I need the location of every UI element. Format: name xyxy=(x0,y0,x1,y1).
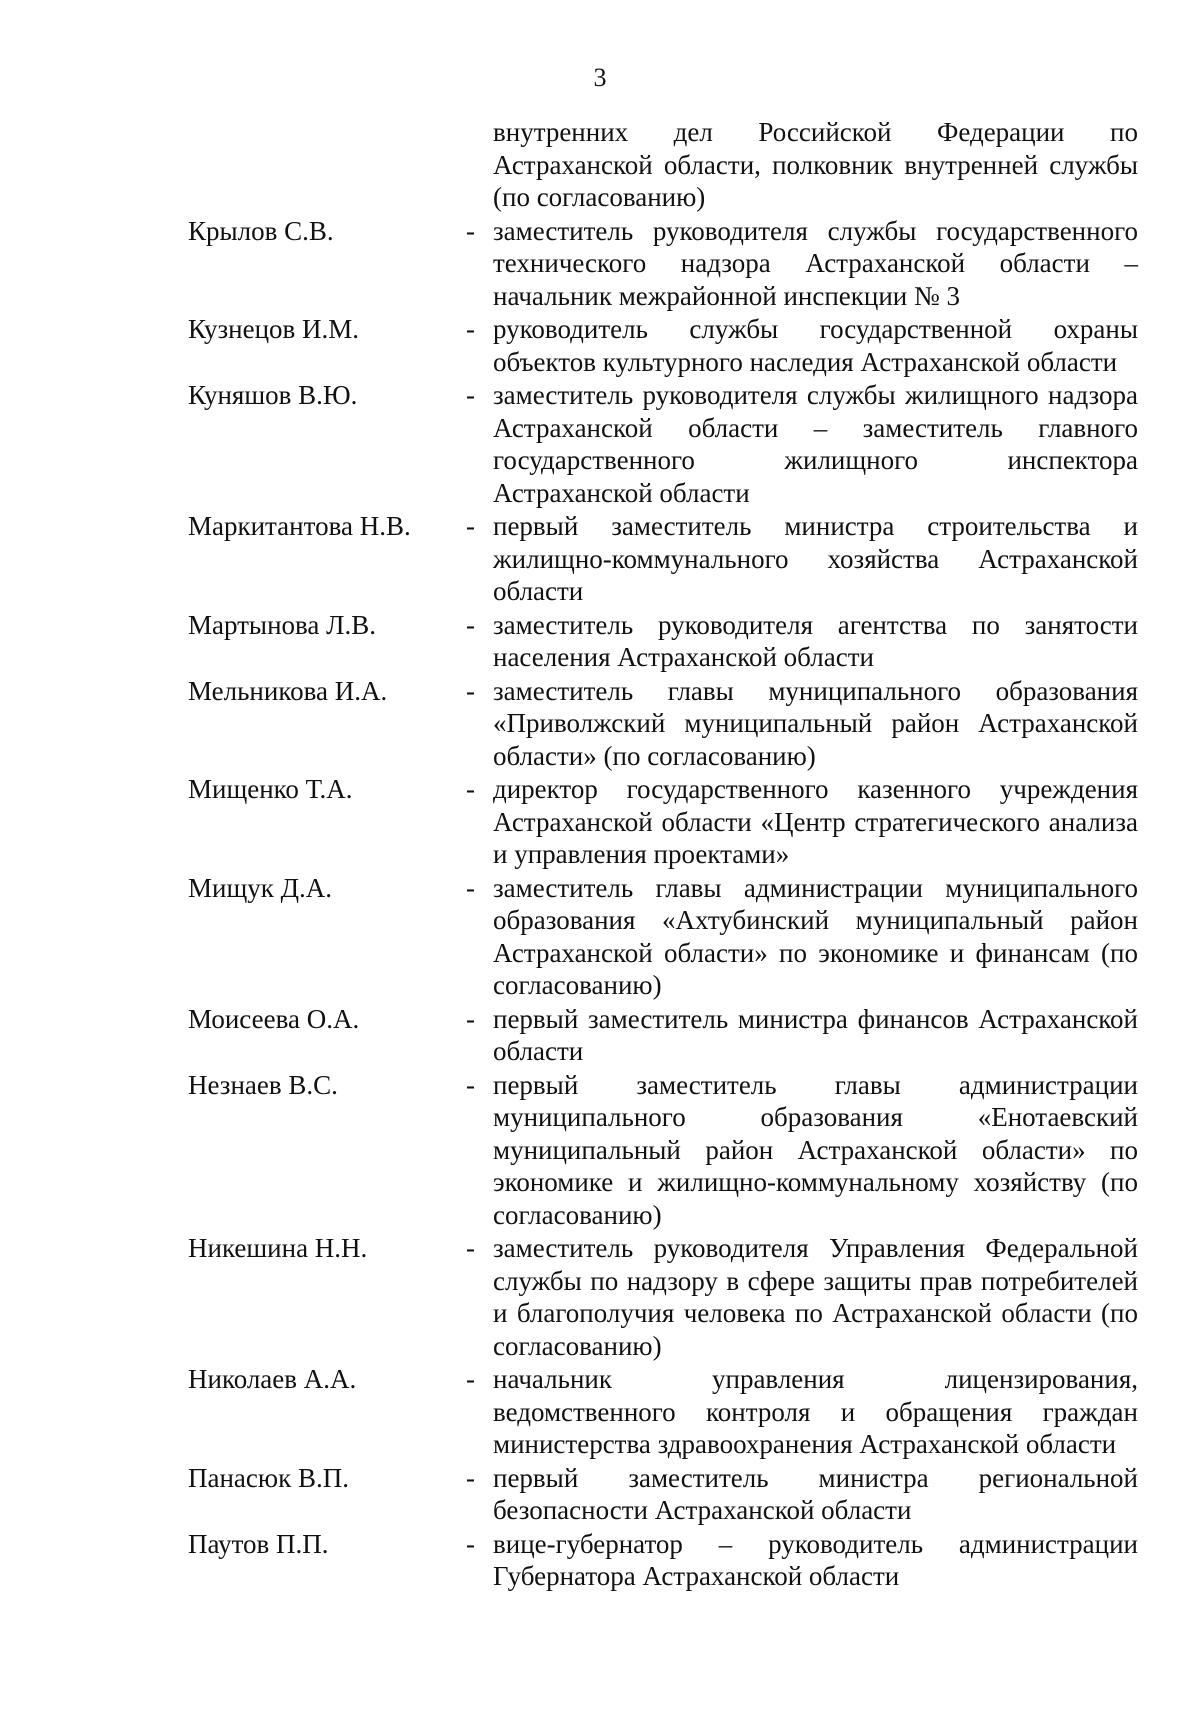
member-name: Мартынова Л.В. xyxy=(188,609,376,640)
member-position: заместитель главы администрации муниципального образования «Ахтубинский муниципальный район Астраханской области» по экономике и финансам (по согласованию) xyxy=(493,872,1138,1000)
list-item xyxy=(188,872,1138,1002)
member-position: заместитель руководителя Управления Федеральной службы по надзору в сфере защиты прав потребителей и благополучия человека по Астраханской области (по согласованию) xyxy=(493,1233,1138,1361)
member-position: вице-губернатор – руководитель администрации Губернатора Астраханской области xyxy=(493,1528,1138,1591)
list-item xyxy=(188,1462,1138,1527)
dash-separator: - xyxy=(466,675,475,706)
dash-separator: - xyxy=(466,380,475,410)
member-name: Никешина Н.Н. xyxy=(188,1233,368,1263)
member-position: руководитель службы государственной охраны объектов культурного наследия Астраханской области xyxy=(493,314,1138,377)
dash-separator: - xyxy=(466,1462,475,1493)
list-item xyxy=(188,609,1138,674)
dash-separator: - xyxy=(466,1364,475,1394)
continued-description: внутренних дел Российской Федерации по Астраханской области, полковник внутренней службы (по согласованию) xyxy=(493,117,1138,212)
member-position: заместитель главы муниципального образования «Приволжский муниципальный район Астраханской области» (по согласованию) xyxy=(493,675,1138,771)
member-name: Паутов П.П. xyxy=(188,1528,329,1559)
member-name: Незнаев В.С. xyxy=(188,1069,338,1100)
member-position: заместитель руководителя агентства по занятости населения Астраханской области xyxy=(493,609,1138,672)
member-name: Моисеева О.А. xyxy=(188,1003,360,1034)
member-name: Крылов С.В. xyxy=(188,215,334,246)
list-item xyxy=(188,510,1138,608)
member-position: заместитель руководителя службы жилищного надзора Астраханской области – заместитель главного государственного жилищного инспектора Астраханской области xyxy=(493,380,1138,508)
dash-separator: - xyxy=(466,1069,475,1100)
member-position: директор государственного казенного учреждения Астраханской области «Центр стратегического анализа и управления проектами» xyxy=(493,774,1138,869)
dash-separator: - xyxy=(466,314,475,344)
member-name: Мищенко Т.А. xyxy=(188,774,353,804)
member-name: Николаев А.А. xyxy=(188,1364,357,1394)
list-item xyxy=(188,773,1138,871)
page-number: 3 xyxy=(593,63,607,92)
member-position: заместитель руководителя службы государственного технического надзора Астраханской области – начальник межрайонной инспекции № 3 xyxy=(493,215,1138,311)
dash-separator: - xyxy=(466,872,475,903)
list-item xyxy=(188,1232,1138,1362)
member-position: начальник управления лицензирования, ведомственного контроля и обращения граждан министерства здравоохранения Астраханской области xyxy=(493,1364,1138,1459)
dash-separator: - xyxy=(466,1003,475,1034)
dash-separator: - xyxy=(466,609,475,640)
list-item xyxy=(188,1528,1138,1593)
member-name: Панасюк В.П. xyxy=(188,1462,349,1493)
member-list xyxy=(188,116,1138,1594)
list-item xyxy=(188,313,1138,378)
member-position: первый заместитель главы администрации муниципального образования «Енотаевский муниципальный район Астраханской области» по экономике и жилищно-коммунальному хозяйству (по согласованию) xyxy=(493,1069,1138,1230)
list-item xyxy=(188,675,1138,773)
list-item xyxy=(188,1003,1138,1068)
member-position: первый заместитель министра строительства и жилищно-коммунального хозяйства Астраханской области xyxy=(493,511,1138,606)
dash-separator: - xyxy=(466,1233,475,1263)
member-name: Кузнецов И.М. xyxy=(188,314,360,344)
list-item xyxy=(188,379,1138,509)
list-item xyxy=(188,215,1138,313)
dash-separator: - xyxy=(466,215,475,246)
member-name: Мищук Д.А. xyxy=(188,872,333,903)
dash-separator: - xyxy=(466,511,475,541)
member-name: Куняшов В.Ю. xyxy=(188,380,358,410)
member-position: первый заместитель министра региональной безопасности Астраханской области xyxy=(493,1462,1138,1525)
dash-separator: - xyxy=(466,774,475,804)
member-name: Маркитантова Н.В. xyxy=(188,511,411,541)
member-name: Мельникова И.А. xyxy=(188,675,388,706)
list-item xyxy=(188,1363,1138,1461)
member-position: первый заместитель министра финансов Астраханской области xyxy=(493,1003,1138,1066)
list-item xyxy=(188,1069,1138,1232)
dash-separator: - xyxy=(466,1528,475,1559)
